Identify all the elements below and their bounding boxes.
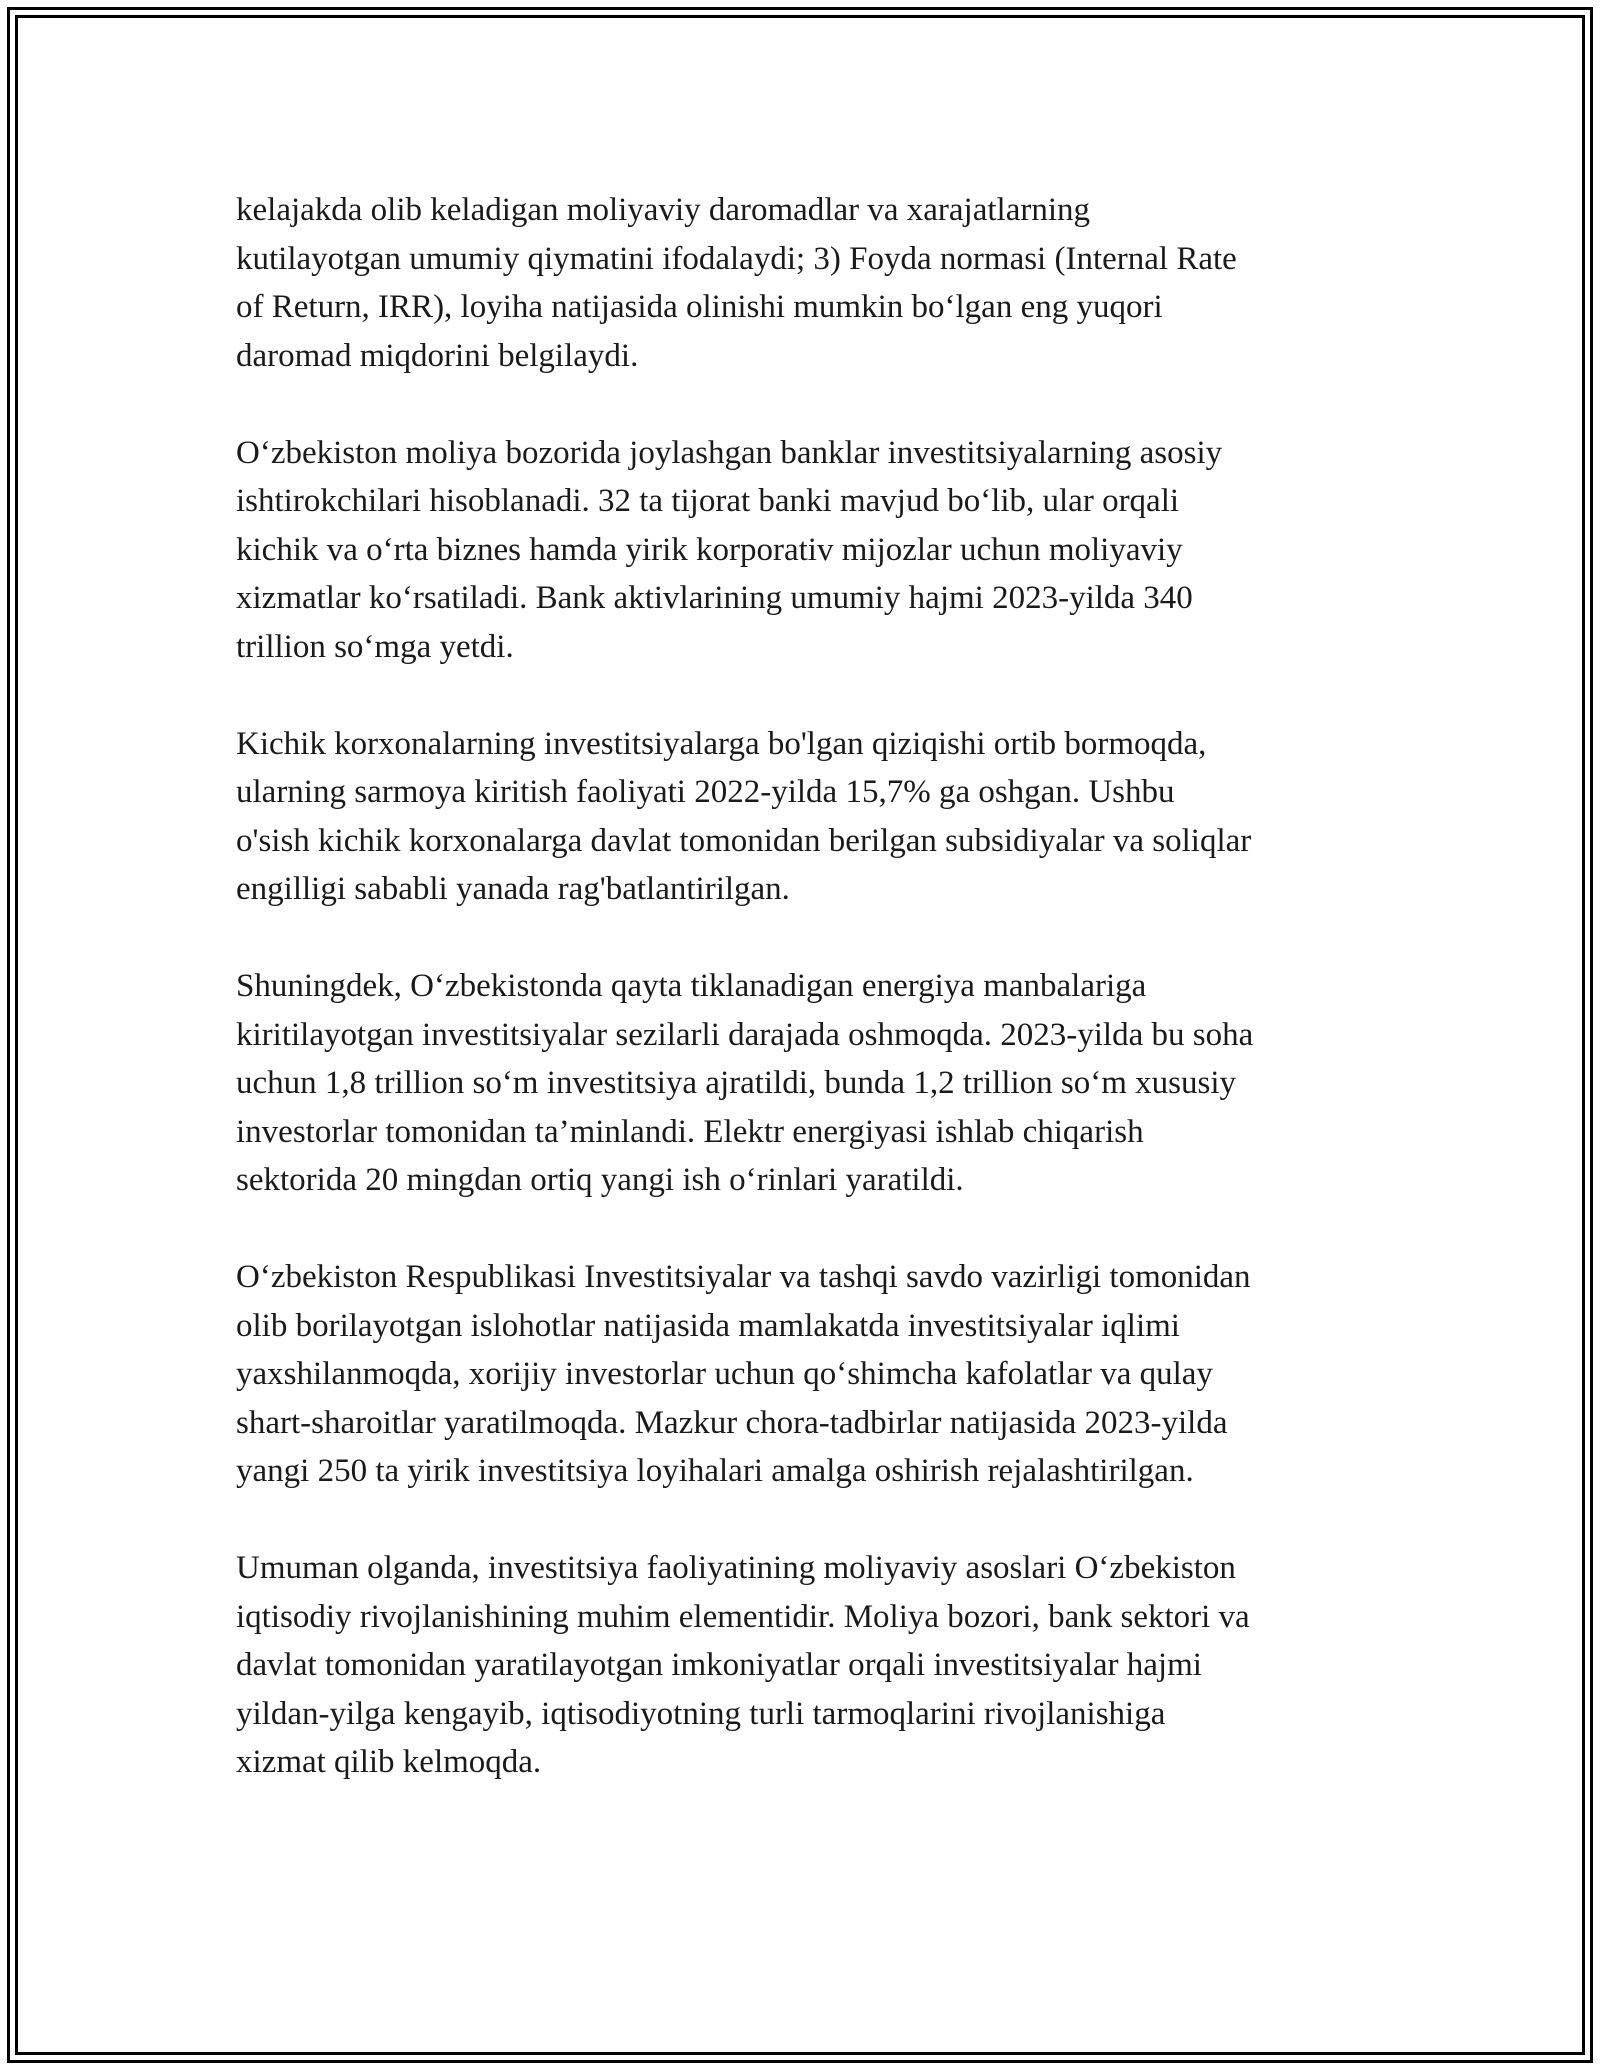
paragraph-2: O‘zbekiston moliya bozorida joylashgan banklar investitsiyalarning asosiy ishtirokchilari hisoblanadi. 32 ta tijorat banki mavjud bo‘lib, ular orqali kichik va o‘rta biznes hamda yirik korporativ mijozlar uchun moliyaviy xizmatlar ko‘rsatiladi. Bank aktivlarining umumiy hajmi 2023-yilda 340 trillion so‘mga yetdi. [236, 434, 1223, 665]
document-body [236, 186, 1386, 1835]
paragraph-3: Kichik korxonalarning investitsiyalarga bo'lgan qiziqishi ortib bormoqda, ularning sarmoya kiritish faoliyati 2022-yilda 15,7% ga oshgan. Ushbu o'sish kichik korxonalarga davlat tomonidan berilgan subsidiyalar va soliqlar engilligi sababli yanada rag'batlantirilgan. [236, 725, 1252, 907]
paragraph-5: O‘zbekiston Respublikasi Investitsiyalar va tashqi savdo vazirligi tomonidan olib borilayotgan islohotlar natijasida mamlakatda investitsiyalar iqlimi yaxshilanmoqda, xorijiy investorlar uchun qo‘shimcha kafolatlar va qulay shart-sharoitlar yaratilmoqda. Mazkur chora-tadbirlar natijasida 2023-yilda yangi 250 ta yirik investitsiya loyihalari amalga oshirish rejalashtirilgan. [236, 1259, 1251, 1489]
paragraph-1: kelajakda olib keladigan moliyaviy daromadlar va xarajatlarning kutilayotgan umumiy qiymatini ifodalaydi; 3) Foyda normasi (Internal Rate of Return, IRR), loyiha natijasida olinishi mumkin bo‘lgan eng yuqori daromad miqdorini belgilaydi. [236, 192, 1237, 374]
paragraph-6: Umuman olganda, investitsiya faoliyatining moliyaviy asoslari O‘zbekiston iqtisodiy rivojlanishining muhim elementidir. Moliya bozori, bank sektori va davlat tomonidan yaratilayotgan imkoniyatlar orqali investitsiyalar hajmi yildan-yilga kengayib, iqtisodiyotning turli tarmoqlarini rivojlanishiga xizmat qilib kelmoqda. [236, 1550, 1250, 1780]
paragraph-4: Shuningdek, O‘zbekistonda qayta tiklanadigan energiya manbalariga kiritilayotgan investitsiyalar sezilarli darajada oshmoqda. 2023-yilda bu soha uchun 1,8 trillion so‘m investitsiya ajratildi, bunda 1,2 trillion so‘m xususiy investorlar tomonidan ta’minlandi. Elektr energiyasi ishlab chiqarish sektorida 20 mingdan ortiq yangi ish o‘rinlari yaratildi. [236, 968, 1254, 1198]
